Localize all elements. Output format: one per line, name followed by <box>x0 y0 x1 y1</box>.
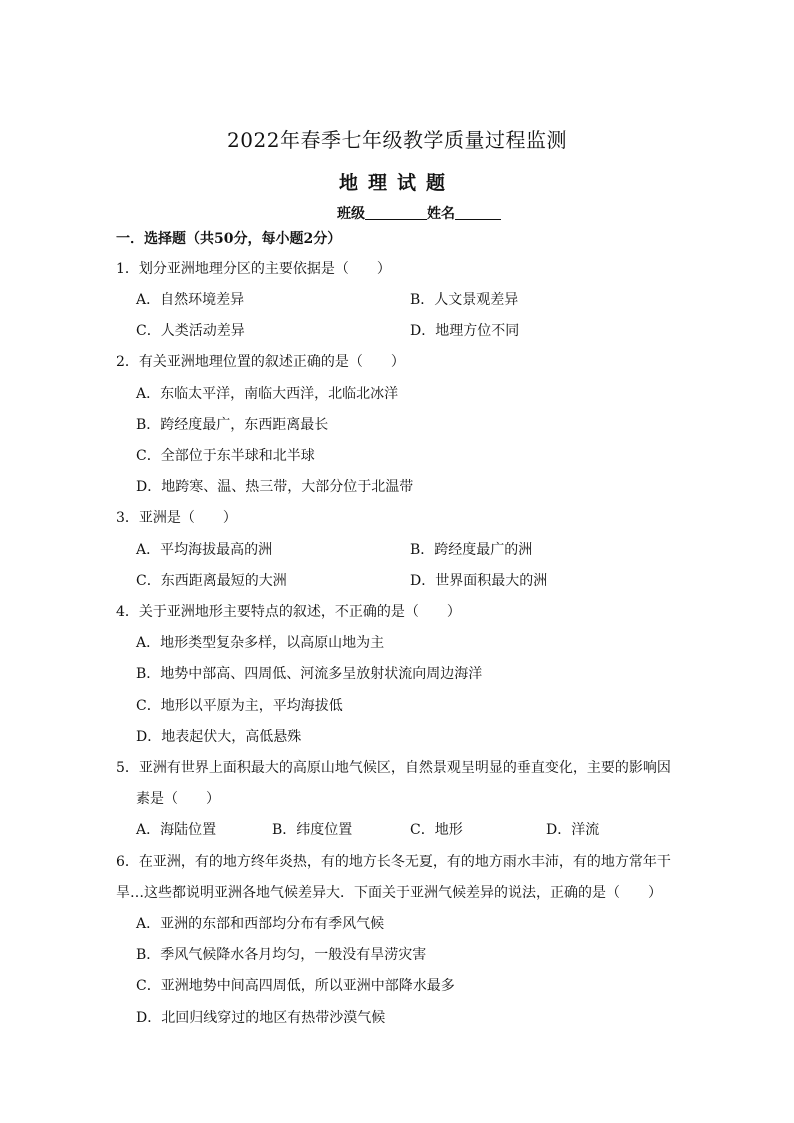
exam-subtitle: 地理试题 <box>338 172 455 194</box>
name-label: 姓名 <box>427 206 455 222</box>
class-name-line <box>337 203 501 223</box>
question-5-stem: 5．亚洲有世界上面积最大的高原山地气候区，自然景观呈明显的垂直变化，主要的影响因 <box>116 760 671 776</box>
question-3-stem: 3．亚洲是（ ） <box>116 510 237 526</box>
question-3-option-b[interactable]: B．跨经度最广的洲 <box>410 542 533 558</box>
question-5-option-c[interactable]: C．地形 <box>410 822 463 838</box>
question-6-stem: 6．在亚洲，有的地方终年炎热，有的地方长冬无夏，有的地方雨水丰沛，有的地方常年干 <box>116 854 671 870</box>
question-4-option-d[interactable]: D．地表起伏大，高低悬殊 <box>136 729 302 745</box>
question-1-option-b[interactable]: B．人文景观差异 <box>410 292 519 308</box>
question-4-option-a[interactable]: A．地形类型复杂多样，以高原山地为主 <box>136 635 385 651</box>
exam-title: 2022年春季七年级教学质量过程监测 <box>227 128 567 152</box>
question-5-stem-continued: 素是（ ） <box>136 791 220 807</box>
question-6-option-a[interactable]: A．亚洲的东部和西部均分布有季风气候 <box>136 916 385 932</box>
question-4-stem: 4．关于亚洲地形主要特点的叙述，不正确的是（ ） <box>116 604 461 620</box>
question-2-stem: 2．有关亚洲地理位置的叙述正确的是（ ） <box>116 354 405 370</box>
question-2-option-b[interactable]: B．跨经度最广，东西距离最长 <box>136 417 329 433</box>
question-4-option-b[interactable]: B．地势中部高、四周低、河流多呈放射状流向周边海洋 <box>136 666 483 682</box>
question-3-option-d[interactable]: D．世界面积最大的洲 <box>410 573 548 589</box>
question-2-option-d[interactable]: D．地跨寒、温、热三带，大部分位于北温带 <box>136 479 414 495</box>
question-1-stem: 1．划分亚洲地理分区的主要依据是（ ） <box>116 261 391 277</box>
section-heading: 一．选择题（共50分，每小题2分） <box>116 231 342 247</box>
class-label: 班级 <box>337 206 365 222</box>
question-2-option-c[interactable]: C．全部位于东半球和北半球 <box>136 448 315 464</box>
name-blank[interactable] <box>455 205 501 220</box>
question-6-option-c[interactable]: C．亚洲地势中间高四周低，所以亚洲中部降水最多 <box>136 978 455 994</box>
question-1-option-c[interactable]: C．人类活动差异 <box>136 323 245 339</box>
question-6-option-d[interactable]: D．北回归线穿过的地区有热带沙漠气候 <box>136 1010 386 1026</box>
question-2-option-a[interactable]: A．东临太平洋，南临大西洋，北临北冰洋 <box>136 386 399 402</box>
question-5-option-b[interactable]: B．纬度位置 <box>272 822 353 838</box>
question-1-option-a[interactable]: A．自然环境差异 <box>136 292 245 308</box>
question-5-option-a[interactable]: A．海陆位置 <box>136 822 217 838</box>
question-4-option-c[interactable]: C．地形以平原为主，平均海拔低 <box>136 698 343 714</box>
question-6-option-b[interactable]: B．季风气候降水各月均匀，一般没有旱涝灾害 <box>136 947 427 963</box>
question-1-option-d[interactable]: D．地理方位不同 <box>410 323 520 339</box>
question-3-option-c[interactable]: C．东西距离最短的大洲 <box>136 573 287 589</box>
question-5-option-d[interactable]: D．洋流 <box>546 822 600 838</box>
question-6-stem-continued: 旱…这些都说明亚洲各地气候差异大．下面关于亚洲气候差异的说法，正确的是（ ） <box>116 885 662 901</box>
question-3-option-a[interactable]: A．平均海拔最高的洲 <box>136 542 273 558</box>
class-blank[interactable] <box>365 205 427 220</box>
